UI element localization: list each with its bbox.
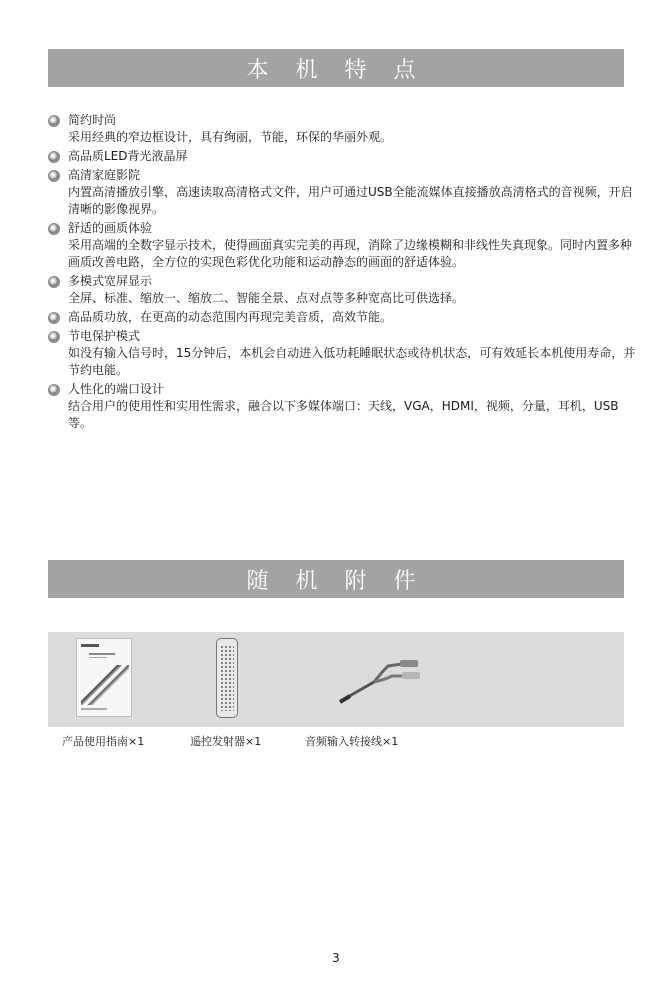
feature-description: 采用高端的全数字显示技术，使得画面真实完美的再现，消除了边缘模糊和非线性失真现象。同时内置多种画质改善电路，全方位的实现色彩优化功能和运动静态的画面的舒适体验。 (68, 238, 633, 269)
feature-description: 内置高清播放引擎，高速读取高清格式文件，用户可通过USB全能流媒体直接播放高清格式的音视频，开启清晰的影像视界。 (68, 185, 633, 216)
feature-title: 高品质LED背光液晶屏 (68, 149, 188, 163)
feature-description: 全屏、标准、缩放一、缩放二、智能全景、点对点等多种宽高比可供选择。 (68, 291, 465, 305)
feature-title: 高清家庭影院 (68, 168, 141, 182)
feature-title: 节电保护模式 (68, 329, 141, 343)
bullet-icon (48, 151, 60, 163)
features-heading-banner (48, 49, 624, 87)
feature-item (48, 273, 638, 307)
bullet-icon (48, 331, 60, 343)
feature-item (48, 328, 638, 379)
page-number: 3 (332, 951, 340, 965)
accessory-label: 音频输入转接线×1 (305, 735, 399, 748)
accessories-heading: 随 机 附 件 (246, 568, 426, 594)
feature-item (48, 381, 638, 432)
feature-item (48, 148, 638, 165)
audio-cable-icon (338, 646, 428, 706)
feature-description: 采用经典的窄边框设计，具有绚丽，节能，环保的华丽外观。 (68, 130, 393, 144)
accessories-image-panel (48, 632, 624, 727)
bullet-icon (48, 115, 60, 127)
feature-title: 高品质功放，在更高的动态范围内再现完美音质，高效节能。 (68, 310, 393, 324)
feature-item (48, 309, 638, 326)
bullet-icon (48, 384, 60, 396)
features-heading: 本 机 特 点 (246, 57, 426, 83)
bullet-icon (48, 170, 60, 182)
manual-icon (76, 638, 132, 717)
bullet-icon (48, 276, 60, 288)
accessory-label: 遥控发射器×1 (190, 735, 262, 748)
feature-description: 结合用户的使用性和实用性需求，融合以下多媒体端口：天线，VGA，HDMI，视频，分量，耳机，USB等。 (68, 399, 619, 430)
feature-title: 简约时尚 (68, 113, 117, 127)
bullet-icon (48, 223, 60, 235)
feature-item (48, 167, 638, 218)
accessory-label: 产品使用指南×1 (62, 735, 145, 748)
feature-item (48, 112, 638, 146)
remote-control-icon (216, 638, 238, 718)
feature-title: 舒适的画质体验 (68, 221, 153, 235)
feature-description: 如没有输入信号时，15分钟后，本机会自动进入低功耗睡眠状态或待机状态，可有效延长本机使用寿命，并节约电能。 (68, 346, 636, 377)
feature-item (48, 220, 638, 271)
accessories-heading-banner (48, 560, 624, 598)
feature-title: 多模式宽屏显示 (68, 274, 153, 288)
bullet-icon (48, 312, 60, 324)
feature-title: 人性化的端口设计 (68, 382, 165, 396)
features-list (48, 112, 638, 434)
